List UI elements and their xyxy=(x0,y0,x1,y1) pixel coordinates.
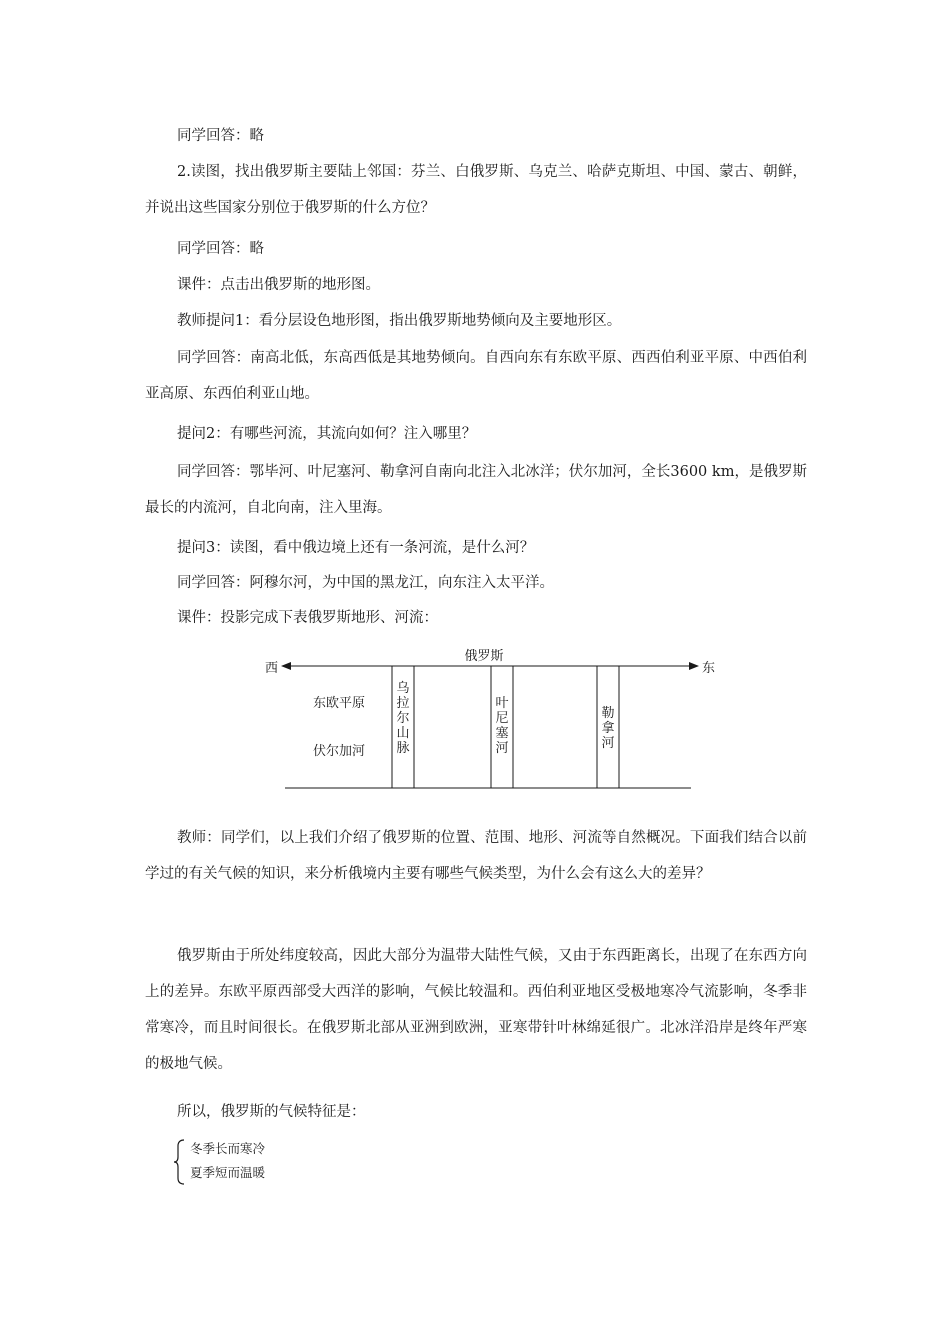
climate-summary-intro: 所以，俄罗斯的气候特征是： xyxy=(177,1104,366,1120)
east-arrow-icon xyxy=(689,662,699,670)
question-2-rivers: 提问2：有哪些河流，其流向如何？注入哪里？ xyxy=(177,426,477,442)
west-arrow-icon xyxy=(281,662,291,670)
ural-char: 山 xyxy=(396,726,410,741)
answer-rivers: 同学回答：鄂毕河、叶尼塞河、勒拿河自南向北注入北冰洋；伏尔加河，全长3600 km，是俄罗斯最长的内流河，自北向南，注入里海。 xyxy=(145,464,807,516)
yenisei-char: 尼 xyxy=(495,711,509,726)
east-european-plain-label: 东欧平原 xyxy=(313,696,366,711)
answer-text-2: 同学回答：略 xyxy=(177,241,264,257)
climate-summer: 夏季短而温暖 xyxy=(190,1165,266,1180)
teacher-question-1: 教师提问1：看分层设色地形图，指出俄罗斯地势倾向及主要地形区。 xyxy=(177,313,622,329)
ural-char: 脉 xyxy=(396,741,410,756)
brace-icon xyxy=(172,1138,192,1186)
question-2-text: 2.读图，找出俄罗斯主要陆上邻国：芬兰、白俄罗斯、乌克兰、哈萨克斯坦、中国、蒙古、朝鲜，并说出这些国家分别位于俄罗斯的什么方位？ xyxy=(145,164,807,216)
climate-winter: 冬季长而寒冷 xyxy=(190,1141,266,1156)
question-3: 提问3：读图，看中俄边境上还有一条河流，是什么河？ xyxy=(177,540,535,556)
courseware-text-2: 课件：投影完成下表俄罗斯地形、河流： xyxy=(177,610,438,626)
answer-text-1: 同学回答：略 xyxy=(177,128,264,144)
west-label: 西 xyxy=(265,661,279,676)
diagram-title: 俄罗斯 xyxy=(464,649,504,664)
teacher-intro-climate: 教师：同学们，以上我们介绍了俄罗斯的位置、范围、地形、河流等自然概况。下面我们结合以前学过的有关气候的知识，来分析俄境内主要有哪些气候类型，为什么会有这么大的差异？ xyxy=(145,830,807,882)
yenisei-char: 塞 xyxy=(495,726,509,741)
yenisei-char: 河 xyxy=(495,741,509,756)
answer-amur: 同学回答：阿穆尔河，为中国的黑龙江，向东注入太平洋。 xyxy=(177,575,554,591)
climate-explanation: 俄罗斯由于所处纬度较高，因此大部分为温带大陆性气候，又由于东西距离长，出现了在东西方向上的差异。东欧平原西部受大西洋的影响，气候比较温和。西伯利亚地区受极地寒冷气流影响，冬季非常寒冷，而且时间很长。在俄罗斯北部从亚洲到欧洲，亚寒带针叶林绵延很广。北冰洋沿岸是终年严寒的极地气候。 xyxy=(145,948,807,1072)
lena-char: 河 xyxy=(601,736,615,751)
answer-terrain: 同学回答：南高北低，东高西低是其地势倾向。自西向东有东欧平原、西西伯利亚平原、中西伯利亚高原、东西伯利亚山地。 xyxy=(145,350,807,402)
ural-char: 尔 xyxy=(396,711,410,726)
ural-char: 拉 xyxy=(396,696,410,711)
yenisei-char: 叶 xyxy=(495,696,509,711)
courseware-text-1: 课件：点击出俄罗斯的地形图。 xyxy=(177,277,380,293)
ural-char: 乌 xyxy=(396,681,410,696)
lena-char: 勒 xyxy=(601,706,615,721)
volga-river-label: 伏尔加河 xyxy=(313,744,366,759)
lena-char: 拿 xyxy=(601,721,615,736)
east-label: 东 xyxy=(702,661,716,676)
terrain-river-diagram xyxy=(255,640,725,796)
